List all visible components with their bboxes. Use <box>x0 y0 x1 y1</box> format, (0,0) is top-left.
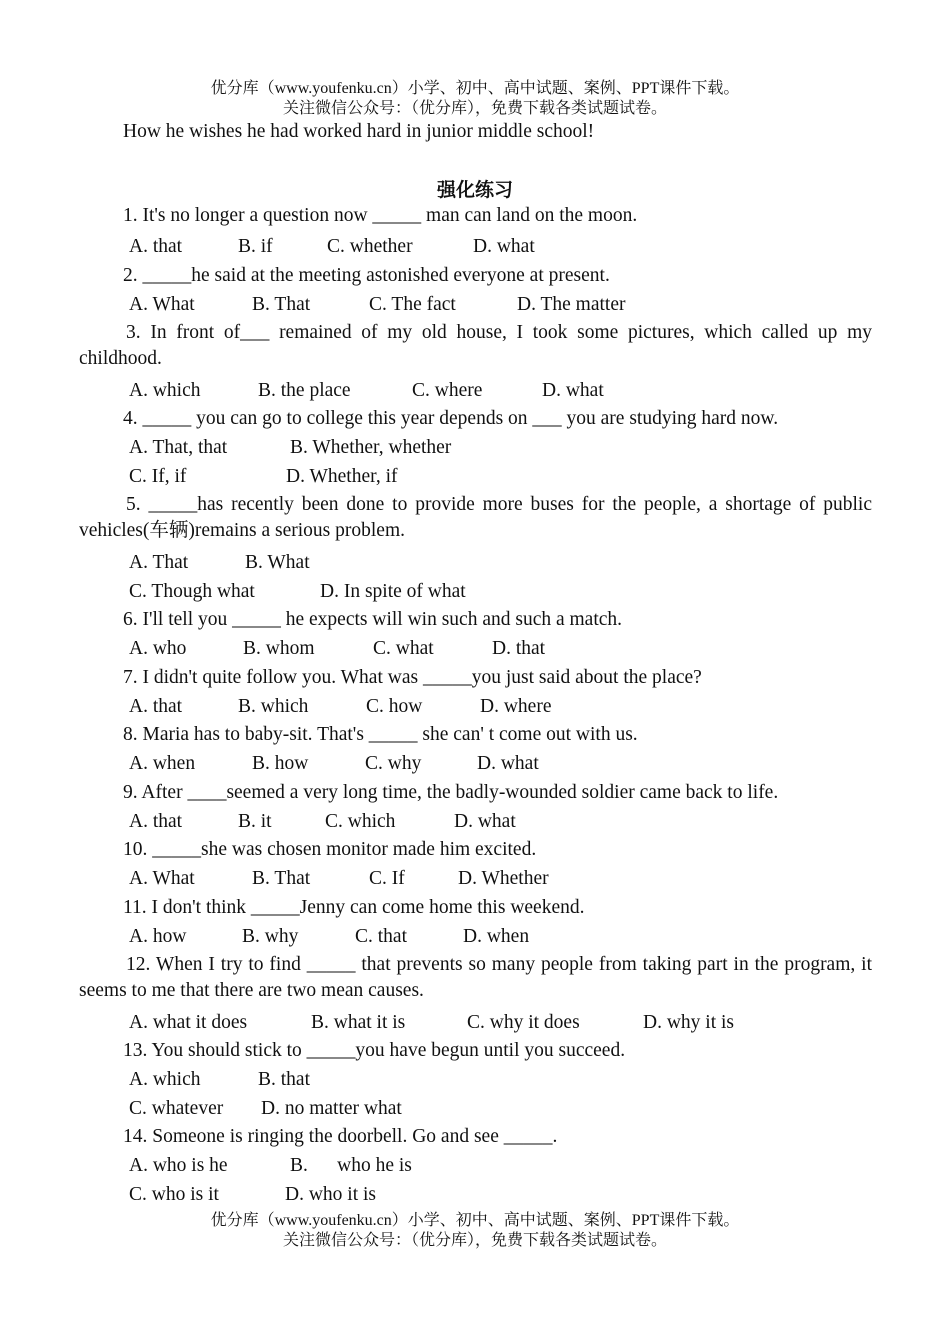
question-12-option-c: C. why it does <box>467 1012 580 1033</box>
question-4-option-d: D. Whether, if <box>286 466 398 487</box>
question-5-option-c: C. Though what <box>129 581 255 602</box>
question-11-stem: 11. I don't think _____Jenny can come home this weekend. <box>123 897 585 918</box>
question-5-stem <box>79 492 872 544</box>
question-3-option-d: D. what <box>542 380 604 401</box>
question-8-option-d: D. what <box>477 753 539 774</box>
question-2-stem: 2. _____he said at the meeting astonished everyone at present. <box>123 265 610 286</box>
question-14-option-c: C. who is it <box>129 1184 219 1205</box>
header-line-1: 优分库（www.youfenku.cn）小学、初中、高中试题、案例、PPT课件下载。 <box>210 80 740 97</box>
question-9-option-a: A. that <box>129 811 183 832</box>
question-9-option-d: D. what <box>454 811 516 832</box>
footer-line-2: 关注微信公众号：（优分库），免费下载各类试题试卷。 <box>282 1232 667 1249</box>
intro-sentence: How he wishes he had worked hard in junior middle school! <box>123 121 595 142</box>
question-12-option-a: A. what it does <box>129 1012 248 1033</box>
question-6-option-b: B. whom <box>243 638 315 659</box>
question-14-option-d: D. who it is <box>285 1184 377 1205</box>
question-7-option-a: A. that <box>129 696 183 717</box>
question-8-option-c: C. why <box>365 753 422 774</box>
question-10-option-a: A. What <box>129 868 195 889</box>
question-14-option-b: B. who he is <box>290 1155 412 1176</box>
question-11-option-d: D. when <box>463 926 530 947</box>
question-3-option-b: B. the place <box>258 380 351 401</box>
question-7-option-c: C. how <box>366 696 423 717</box>
question-14-option-a: A. who is he <box>129 1155 228 1176</box>
question-11-option-c: C. that <box>355 926 407 947</box>
question-11-option-b: B. why <box>242 926 299 947</box>
question-13-option-b: B. that <box>258 1069 310 1090</box>
question-8-stem: 8. Maria has to baby-sit. That's _____ she can' t come out with us. <box>123 724 638 745</box>
question-1-option-d: D. what <box>473 236 535 257</box>
question-5-option-b: B. What <box>245 552 310 573</box>
question-13-stem: 13. You should stick to _____you have begun until you succeed. <box>123 1040 626 1061</box>
question-2-option-a: A. What <box>129 294 195 315</box>
question-6-option-c: C. what <box>373 638 434 659</box>
question-5-option-a: A. That <box>129 552 189 573</box>
question-13-option-a: A. which <box>129 1069 201 1090</box>
question-2-option-c: C. The fact <box>369 294 456 315</box>
question-6-stem: 6. I'll tell you _____ he expects will win such and such a match. <box>123 609 623 630</box>
question-9-option-b: B. it <box>238 811 272 832</box>
question-9-option-c: C. which <box>325 811 396 832</box>
question-10-option-b: B. That <box>252 868 311 889</box>
question-10-stem: 10. _____she was chosen monitor made him excited. <box>123 839 537 860</box>
question-12-text: 12. When I try to find _____ that prevents so many people from taking part in the program, it seems to me that there are two mean causes. <box>79 954 872 1001</box>
question-12-stem <box>79 952 872 1004</box>
header-line-2: 关注微信公众号：（优分库），免费下载各类试题试卷。 <box>282 100 667 117</box>
footer-line-1: 优分库（www.youfenku.cn）小学、初中、高中试题、案例、PPT课件下载。 <box>210 1212 740 1229</box>
question-7-option-b: B. which <box>238 696 309 717</box>
question-10-option-c: C. If <box>369 868 405 889</box>
question-1-option-c: C. whether <box>327 236 413 257</box>
question-7-option-d: D. where <box>480 696 552 717</box>
question-1-stem: 1. It's no longer a question now _____ man can land on the moon. <box>123 205 638 226</box>
question-3-text: 3. In front of___ remained of my old house, I took some pictures, which called up my childhood. <box>79 322 872 369</box>
question-4-option-a: A. That, that <box>129 437 228 458</box>
question-6-option-d: D. that <box>492 638 546 659</box>
question-1-option-a: A. that <box>129 236 183 257</box>
question-1-option-b: B. if <box>238 236 273 257</box>
question-5-option-d: D. In spite of what <box>320 581 466 602</box>
question-10-option-d: D. Whether <box>458 868 549 889</box>
question-3-stem <box>79 320 872 372</box>
question-2-option-b: B. That <box>252 294 311 315</box>
question-11-option-a: A. how <box>129 926 187 947</box>
question-4-option-b: B. Whether, whether <box>290 437 452 458</box>
section-title: 强化练习 <box>436 179 513 201</box>
question-12-option-d: D. why it is <box>643 1012 735 1033</box>
question-2-option-d: D. The matter <box>517 294 626 315</box>
question-12-option-b: B. what it is <box>311 1012 406 1033</box>
question-3-option-c: C. where <box>412 380 483 401</box>
question-6-option-a: A. who <box>129 638 187 659</box>
question-4-option-c: C. If, if <box>129 466 187 487</box>
question-8-option-a: A. when <box>129 753 196 774</box>
question-14-stem: 14. Someone is ringing the doorbell. Go and see _____. <box>123 1126 558 1147</box>
question-5-text: 5. _____has recently been done to provide more buses for the people, a shortage of public vehicles(车辆)remains a serious problem. <box>79 494 872 541</box>
question-8-option-b: B. how <box>252 753 309 774</box>
question-3-option-a: A. which <box>129 380 201 401</box>
question-9-stem: 9. After ____seemed a very long time, the badly-wounded soldier came back to life. <box>123 782 779 803</box>
question-4-stem: 4. _____ you can go to college this year depends on ___ you are studying hard now. <box>123 408 779 429</box>
question-13-option-d: D. no matter what <box>261 1098 402 1119</box>
question-7-stem: 7. I didn't quite follow you. What was _____you just said about the place? <box>123 667 702 688</box>
question-13-option-c: C. whatever <box>129 1098 224 1119</box>
